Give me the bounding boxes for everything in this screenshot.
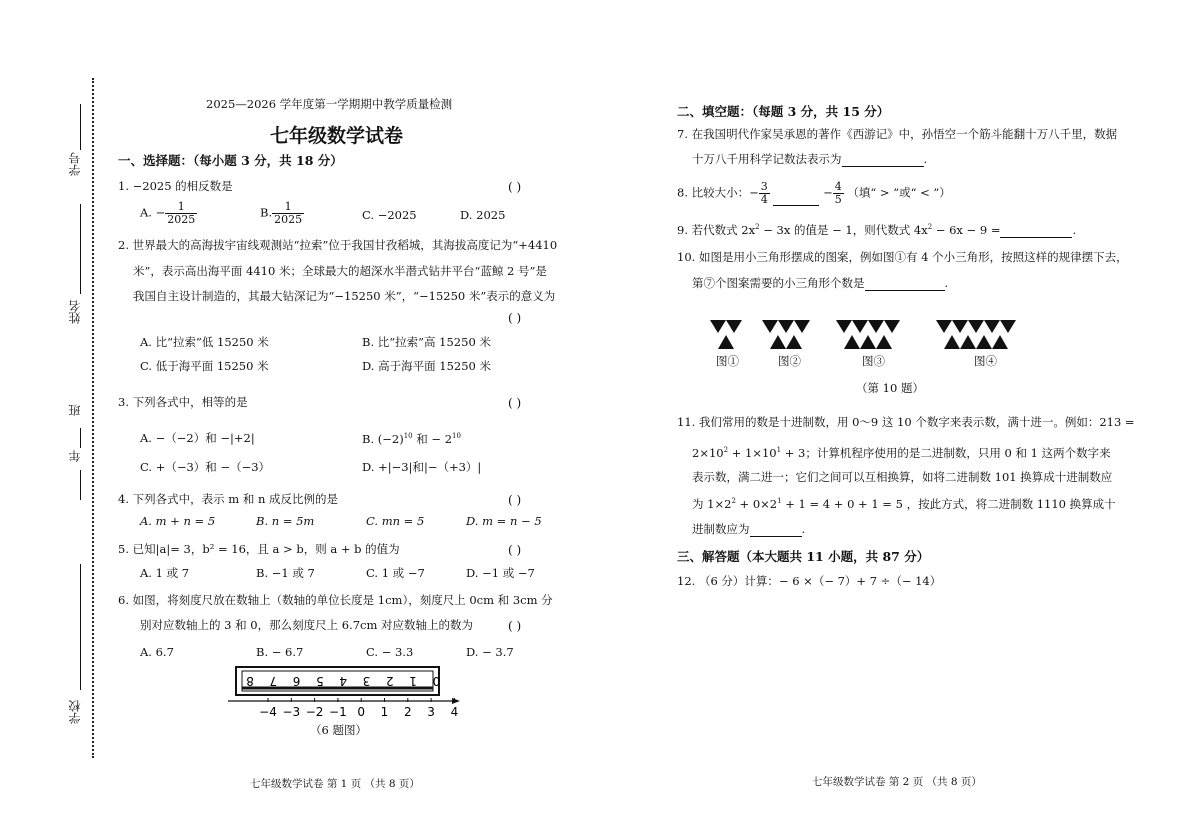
ruler-label: 8 (246, 674, 254, 688)
q10-line-1: 10. 如图是用小三角形摆成的图案，例如图①有 4 个小三角形，按照这样的规律摆下去， (677, 250, 1128, 264)
q4-answer-paren: ( ) (508, 493, 522, 507)
small-triangle (852, 320, 868, 333)
q3-option-d: D. +|−3|和|−（+3）| (362, 460, 482, 474)
small-triangle (770, 335, 786, 349)
binding-dotted-line (92, 78, 94, 758)
axis-tick-label: −3 (282, 705, 301, 719)
small-triangle (944, 335, 960, 349)
small-triangle (876, 335, 892, 349)
q10-figure (700, 316, 1080, 356)
q1-option-c: C. −2025 (362, 208, 417, 222)
school-label: 学校 (68, 700, 82, 724)
axis-tick-label: −1 (329, 705, 347, 719)
small-triangle (884, 320, 900, 333)
ruler-label: 1 (409, 674, 417, 688)
class-label: 班 (68, 404, 82, 416)
q6-option-b: B. − 6.7 (256, 645, 304, 659)
q4-option-a: A. m + n = 5 (140, 514, 216, 528)
q5-answer-paren: ( ) (508, 543, 522, 557)
small-triangle (952, 320, 968, 333)
q3-answer-paren: ( ) (508, 396, 522, 410)
q4-option-d: D. m = n − 5 (466, 514, 542, 528)
q3-option-c: C. +（−3）和 −（−3） (140, 460, 271, 474)
q11-line-5: 进制数应为 . (692, 522, 806, 536)
q5-option-d: D. −1 或 −7 (466, 566, 535, 580)
page-1-footer: 七年级数学试卷 第 1 页 （共 8 页） (250, 778, 420, 790)
q4-stem: 4. 下列各式中，表示 m 和 n 成反比例的是 (118, 492, 339, 506)
q1-option-b: B. $\frac{1}{2025}$ (260, 200, 303, 227)
small-triangle (718, 335, 734, 349)
q10-answer-blank (865, 290, 945, 291)
q9-line: 9. 若代数式 $2x^2 - 3x$ 的值是 − 1，则代数式 $4x^2 - 6x - 9$ = . (677, 222, 1077, 237)
small-triangle (1000, 320, 1016, 333)
axis-tick-label: −4 (259, 705, 277, 719)
q6-line-1: 6. 如图，将刻度尺放在数轴上（数轴的单位长度是 1cm），刻度尺上 0cm 和 3cm 分 (118, 593, 553, 607)
q6-figure (220, 664, 470, 724)
q9-answer-blank (1000, 237, 1072, 238)
q2-option-b: B. 比“拉索”高 15250 米 (362, 335, 491, 349)
q6-answer-paren: ( ) (508, 619, 522, 633)
q8-line: 8. 比较大小：− $\frac{3}{4}$ − $\frac{4}{5}$ （填“ > ”或“ < ”） (677, 180, 951, 207)
q5-option-c: C. 1 或 −7 (366, 566, 425, 580)
q2-line-1: 2. 世界最大的高海拔宇宙线观测站“拉索”位于我国甘孜稻城，其海拔高度记为“+4410 (118, 238, 558, 252)
ruler-label: 6 (292, 674, 301, 688)
q2-option-c: C. 低于海平面 15250 米 (140, 359, 269, 373)
small-triangle (860, 335, 876, 349)
q10-figure-3-label: 图③ (862, 354, 885, 368)
small-triangle (836, 320, 852, 333)
q12-text: 12. （6 分）计算：− 6 ×（− 7）+ 7 ÷（− 14） (677, 574, 942, 588)
q3-option-b: B. $(-2)^{10}$ 和 − $2^{10}$ (362, 431, 461, 446)
q2-option-d: D. 高于海平面 15250 米 (362, 359, 492, 373)
section-2-heading: 二、填空题：（每题 3 分，共 15 分） (677, 104, 890, 119)
exam-title: 七年级数学试卷 (270, 125, 404, 147)
small-triangle (786, 335, 802, 349)
q5-option-a: A. 1 或 7 (140, 566, 190, 580)
q6-option-d: D. − 3.7 (466, 645, 514, 659)
q10-caption: （第 10 题） (856, 381, 924, 395)
section-3-heading: 三、解答题（本大题共 11 小题，共 87 分） (677, 549, 930, 564)
q1-option-d: D. 2025 (460, 208, 506, 222)
axis-tick-label: 3 (427, 705, 435, 719)
ruler-label: 2 (385, 674, 394, 688)
q6-line-2: 别对应数轴上的 3 和 0，那么刻度尺上 6.7cm 对应数轴上的数为 (140, 618, 474, 632)
number-line-arrow (452, 698, 460, 704)
q5-stem: 5. 已知|a|= 3，b² = 16，且 a > b，则 a + b 的值为 (118, 542, 400, 556)
q2-answer-paren: ( ) (508, 311, 522, 325)
grade-label: 年 (68, 450, 82, 462)
small-triangle (726, 320, 742, 333)
name-line (80, 204, 81, 294)
q6-caption: （6 题图） (310, 723, 367, 737)
small-triangle (984, 320, 1000, 333)
ruler-label: 0 (432, 674, 441, 688)
small-triangle (868, 320, 884, 333)
q3-stem: 3. 下列各式中，相等的是 (118, 395, 248, 409)
q10-figure-2-label: 图② (778, 354, 801, 368)
q1-stem: 1. −2025 的相反数是 (118, 179, 233, 193)
ruler-label: 5 (316, 674, 324, 688)
student-id-label: 学号 (68, 152, 82, 176)
q11-line-1: 11. 我们常用的数是十进制数，用 0～9 这 10 个数字来表示数，满十进一。例如：213 = (677, 415, 1135, 429)
axis-tick-label: 1 (380, 705, 389, 719)
small-triangle (960, 335, 976, 349)
small-triangle (778, 320, 794, 333)
q10-figure-1-label: 图① (716, 354, 739, 368)
q7-answer-blank (842, 166, 924, 167)
small-triangle (794, 320, 810, 333)
student-id-line (80, 104, 81, 150)
q8-answer-blank (773, 205, 819, 206)
small-triangle (762, 320, 778, 333)
q1-option-a: A. − $\frac{1}{2025}$ (140, 200, 196, 227)
q11-line-2: $2\times 10^2 + 1\times 10^1 + 3$；计算机程序使用的是二进制数，只用 0 和 1 这两个数字来 (692, 445, 1111, 460)
ruler-label: 7 (269, 674, 278, 688)
exam-subtitle: 2025—2026 学年度第一学期期中教学质量检测 (206, 97, 453, 111)
school-line (80, 564, 81, 690)
ruler-label: 3 (362, 674, 371, 688)
q2-line-3: 我国自主设计制造的，其最大钻深记为“−15250 米”，“−15250 米”表示的意义为 (133, 289, 556, 303)
q3-option-a: A. −（−2）和 −|+2| (140, 431, 255, 445)
q11-answer-blank (750, 536, 802, 537)
small-triangle (710, 320, 726, 333)
q7-line-1: 7. 在我国明代作家吴承恩的著作《西游记》中，孙悟空一个筋斗能翻十万八千里，数据 (677, 127, 1118, 141)
q2-line-2: 米”，表示高出海平面 4410 米；全球最大的超深水半潜式钻井平台“蓝鲸 2 号”是 (133, 264, 547, 278)
axis-tick-label: 2 (403, 705, 412, 719)
q6-option-a: A. 6.7 (140, 645, 174, 659)
q1-answer-paren: ( ) (508, 180, 522, 194)
small-triangle (936, 320, 952, 333)
axis-tick-label: −2 (305, 705, 324, 719)
q5-option-b: B. −1 或 7 (256, 566, 315, 580)
small-triangle (844, 335, 860, 349)
q10-line-2: 第⑦个图案需要的小三角形个数是 . (692, 276, 949, 290)
q4-option-c: C. mn = 5 (366, 514, 425, 528)
q10-figure-4-label: 图④ (974, 354, 997, 368)
q7-line-2: 十万八千用科学记数法表示为 . (692, 152, 928, 166)
q11-line-4: 为 $1\times 2^2 + 0\times 2^1 + 1 = 4 + 0 + 1 = 5$ ，按此方式，将二进制数 1110 换算成十 (692, 496, 1116, 511)
q11-line-3: 表示数，满二进一；它们之间可以互相换算，如将二进制数 101 换算成十进制数应 (692, 470, 1113, 484)
ruler-label: 4 (339, 674, 348, 688)
axis-tick-label: 4 (450, 705, 459, 719)
section-1-heading: 一、选择题：（每小题 3 分，共 18 分） (118, 153, 343, 168)
small-triangle (992, 335, 1008, 349)
q2-option-a: A. 比“拉索”低 15250 米 (140, 335, 269, 349)
small-triangle (976, 335, 992, 349)
axis-tick-label: 0 (357, 705, 366, 719)
class-line (80, 428, 81, 448)
q4-option-b: B. n = 5m (256, 514, 315, 528)
q6-option-c: C. − 3.3 (366, 645, 414, 659)
page-2-footer: 七年级数学试卷 第 2 页 （共 8 页） (812, 776, 982, 788)
name-label: 姓名 (68, 300, 82, 324)
small-triangle (968, 320, 984, 333)
grade-line (80, 470, 81, 500)
